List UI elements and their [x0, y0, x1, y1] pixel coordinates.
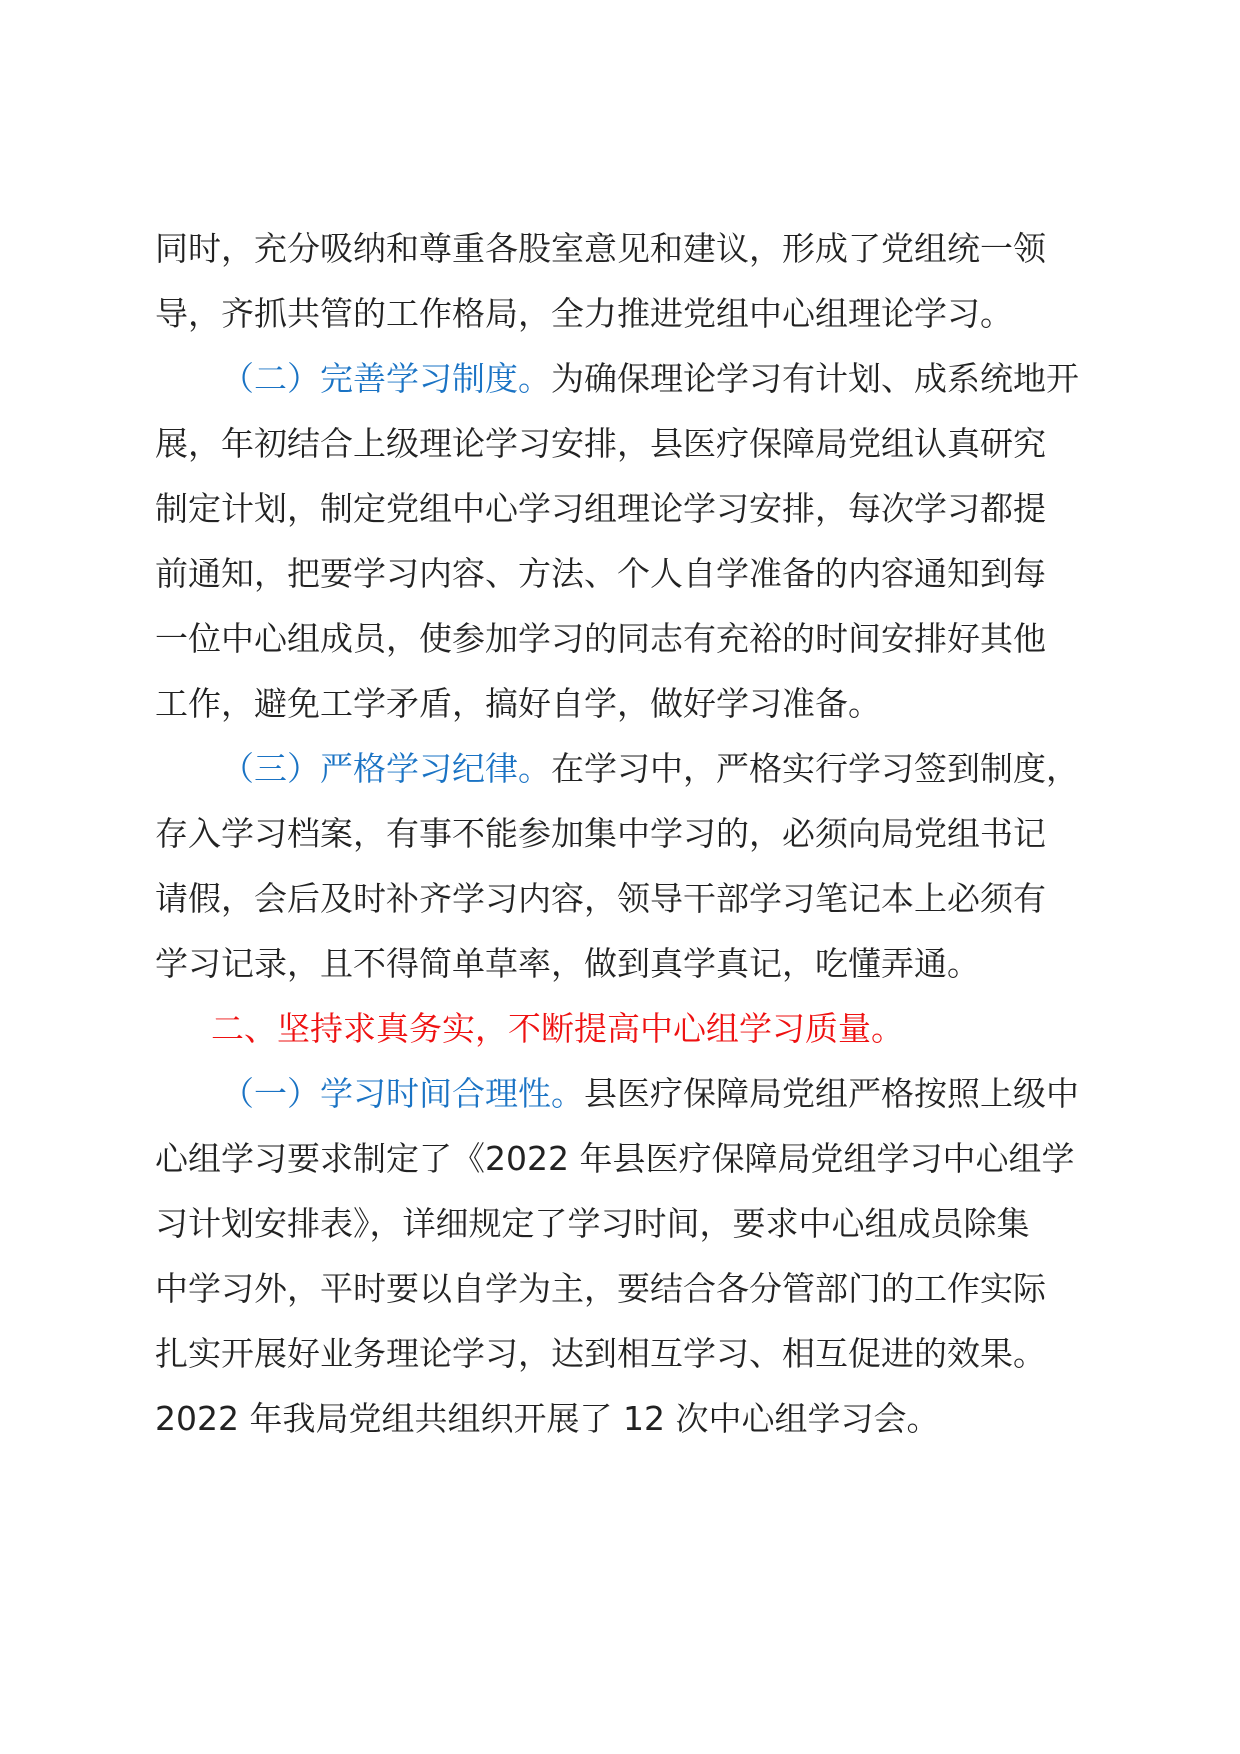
- sub-heading-improve-study-system: （二）完善学习制度。: [221, 359, 551, 398]
- text-line: 请假，会后及时补齐学习内容，领导干部学习笔记本上必须有: [155, 879, 1046, 918]
- sub-heading-reasonable-study-time: （一）学习时间合理性。: [221, 1074, 584, 1113]
- text-line: 扎实开展好业务理论学习，达到相互学习、相互促进的效果。: [155, 1334, 1046, 1373]
- text-line: 同时，充分吸纳和尊重各股室意见和建议，形成了党组统一领: [155, 229, 1046, 268]
- paragraph-reasonable-study-time: [155, 1061, 1095, 1451]
- paragraph-improve-study-system: [155, 346, 1095, 736]
- text-line: 导，齐抓共管的工作格局，全力推进党组中心组理论学习。: [155, 294, 1013, 333]
- text-line: 存入学习档案，有事不能参加集中学习的，必须向局党组书记: [155, 814, 1046, 853]
- text-line: 心组学习要求制定了《2022 年县医疗保障局党组学习中心组学: [155, 1139, 1075, 1178]
- text-line: 中学习外，平时要以自学为主，要结合各分管部门的工作实际: [155, 1269, 1046, 1308]
- text-line: 一位中心组成员，使参加学习的同志有充裕的时间安排好其他: [155, 619, 1046, 658]
- text-line: 制定计划，制定党组中心学习组理论学习安排，每次学习都提: [155, 489, 1046, 528]
- text-line: 习计划安排表》，详细规定了学习时间，要求中心组成员除集: [155, 1204, 1030, 1243]
- text-line: 在学习中，严格实行学习签到制度，: [551, 749, 1079, 788]
- document-body: [155, 216, 1095, 1451]
- text-line: 前通知，把要学习内容、方法、个人自学准备的内容通知到每: [155, 554, 1046, 593]
- sub-heading-strict-discipline: （三）严格学习纪律。: [221, 749, 551, 788]
- section-heading-two: 二、坚持求真务实，不断提高中心组学习质量。: [211, 1009, 904, 1048]
- text-line: 展，年初结合上级理论学习安排，县医疗保障局党组认真研究: [155, 424, 1046, 463]
- paragraph-continuation: [155, 216, 1095, 346]
- text-line: 学习记录，且不得简单草率，做到真学真记，吃懂弄通。: [155, 944, 980, 983]
- text-line: 工作，避免工学矛盾，搞好自学，做好学习准备。: [155, 684, 881, 723]
- text-line: 2022 年我局党组共组织开展了 12 次中心组学习会。: [155, 1399, 940, 1438]
- text-line: 县医疗保障局党组严格按照上级中: [584, 1074, 1079, 1113]
- paragraph-strict-discipline: [155, 736, 1095, 996]
- text-line: 为确保理论学习有计划、成系统地开: [551, 359, 1079, 398]
